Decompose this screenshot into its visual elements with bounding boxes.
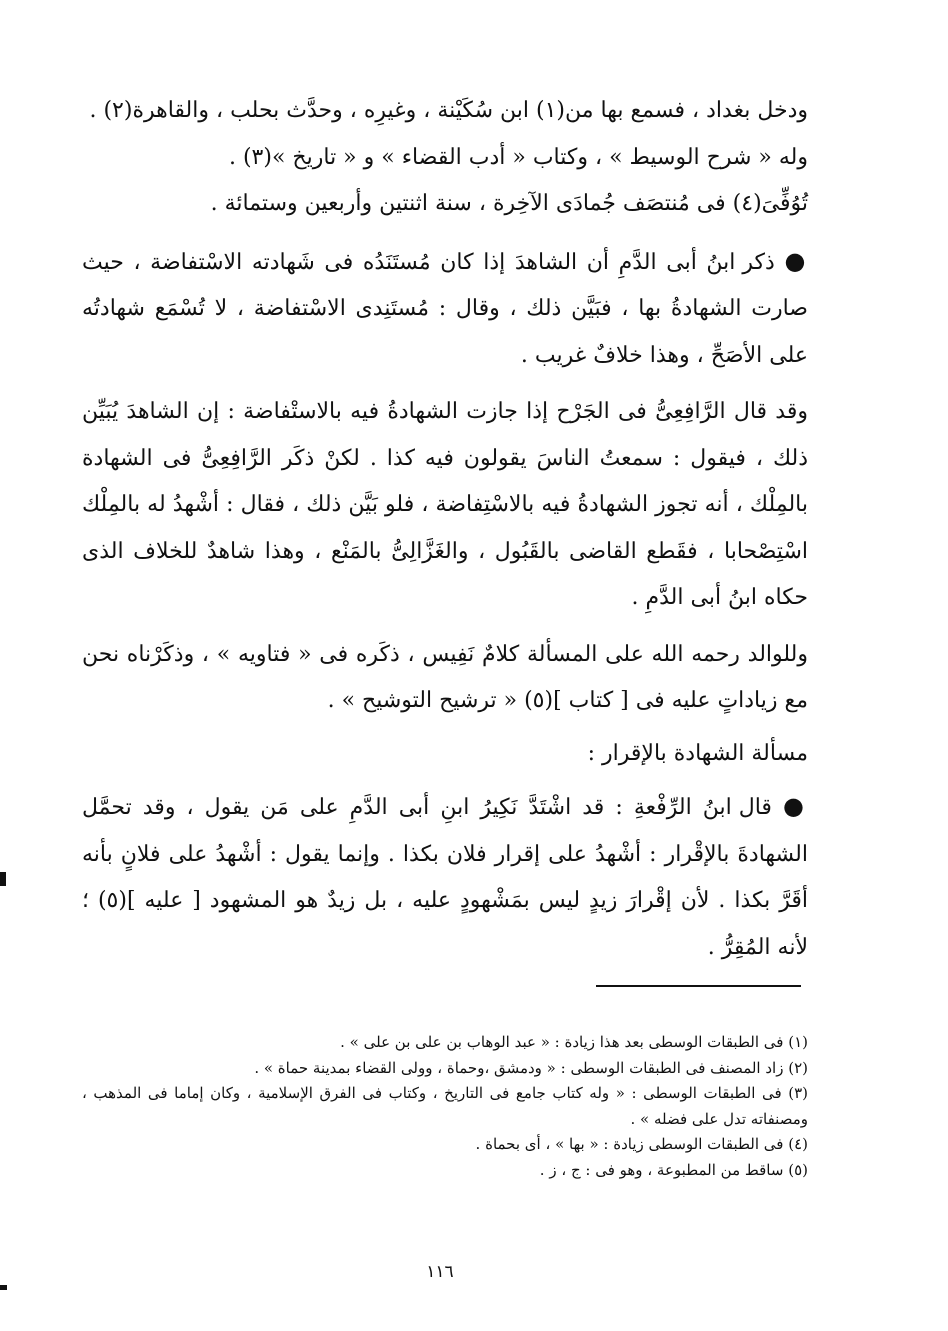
paragraph-5	[82, 783, 808, 971]
paragraph-1-line-1: ودخل بغداد ، فسمع بها من(١) ابن سُكَيْنة ، وغيرِه ، وحدَّث بحلب ، والقاهرة(٢) .	[89, 98, 808, 123]
footnote-4: (٤) فى الطبقات الوسطى زيادة : « بها » ، أى بحماة .	[475, 1135, 808, 1153]
bullet-icon: ●	[784, 246, 808, 275]
footnote-1: (١) فى الطبقات الوسطى بعد هذا زيادة : « عبد الوهاب بن على بن على » .	[340, 1033, 808, 1051]
footnotes	[82, 1030, 808, 1183]
main-text	[82, 88, 808, 971]
footnote-5: (٥) ساقط من المطبوعة ، وهو فى : ج ، ز .	[539, 1160, 808, 1179]
scan-edge-mark	[0, 1285, 7, 1290]
paragraph-1-line-2: وله « شرح الوسيط » ، وكتاب « أدب القضاء » و « تاريخ »(٣) .	[228, 144, 808, 170]
page-number: ١١٦	[426, 1262, 454, 1282]
scan-edge-mark	[0, 872, 6, 886]
paragraph-5-text: قال ابنُ الرِّفْعةِ : قد اشْتَدَّ نَكِيرُ ابنِ أبى الدَّمِ على مَن يقول ، وقد تحمَّل الشهادةَ بالإقْرار : أشْهدُ على إقرار فلان بكذا . وإنما يقول : أشْهدُ على فلانٍ بأنه أقَرَّ بكذا . لأن إقْرارَ زيدٍ ليس بمَشْهودٍ عليه ، بل زيدٌ هو المشهود [ عليه ](٥) ؛ لأنه المُقِرُّ .	[82, 795, 808, 960]
paragraph-4: وللوالد رحمه الله على المسألة كلامٌ نَفِيس ، ذكَره فى « فتاويه » ، وذكَرْناه نحن مع زياداتٍ عليه فى [ كتاب ](٥) « ترشيح التوشيح » .	[82, 641, 808, 713]
footnote-2: (٢) زاد المصنف فى الطبقات الوسطى : « ودمشق ،وحماة ، وولى القضاء بمدينة حماة » .	[254, 1058, 808, 1077]
bullet-icon: ●	[783, 792, 808, 820]
footnote-3: (٣) فى الطبقات الوسطى : « وله كتاب جامع فى التاريخ ، وكتاب فى الفرق الإسلامية ، وكان إماما فى المذهب ، ومصنفاته تدل على فضله » .	[82, 1084, 808, 1128]
footnote-divider	[596, 985, 801, 987]
paragraph-2-text: ذكر ابنُ أبى الدَّمِ أن الشاهدَ إذا كان مُستَنَدُه فى شَهادته الاسْتفاضة ، حيث صارت الشهادةُ بها ، فبَيَّن ذلك ، وقال : مُستَنِدى الاسْتفاضة ، لا تُسْمَع شهادتُه على الأصَحِّ ، وهذا خلافٌ غريب .	[82, 249, 808, 368]
section-heading: مسألة الشهادة بالإقرار :	[587, 740, 808, 766]
paragraph-1-line-3: تُوُفِّىَ(٤) فى مُنتصَف جُمادَى الآخِرة ، سنة اثنتين وأربعين وستمائة .	[210, 191, 808, 216]
paragraph-3: وقد قال الرَّافِعِىُّ فى الجَرْح إذا جازت الشهادةُ فيه بالاستْفاضة : إن الشاهدَ يُبَيِّن ذلك ، فيقول : سمعتُ الناسَ يقولون فيه كذا . لكنْ ذكَر الرَّافِعِىُّ فى الشهادة بالمِلْك ، أنه تجوز الشهادةُ فيه بالاسْتِفاضة ، فلو بَيَّن ذلك ، فقال : أشْهدُ له بالمِلْك اسْتِصْحابا ، فقَطع القاضى بالقَبُول ، والغَزَّالِىُّ بالمَنْع ، وهذا شاهدٌ للخلاف الذى حكاه ابنُ أبى الدَّمِ .	[82, 399, 808, 610]
paragraph-2	[82, 238, 808, 380]
